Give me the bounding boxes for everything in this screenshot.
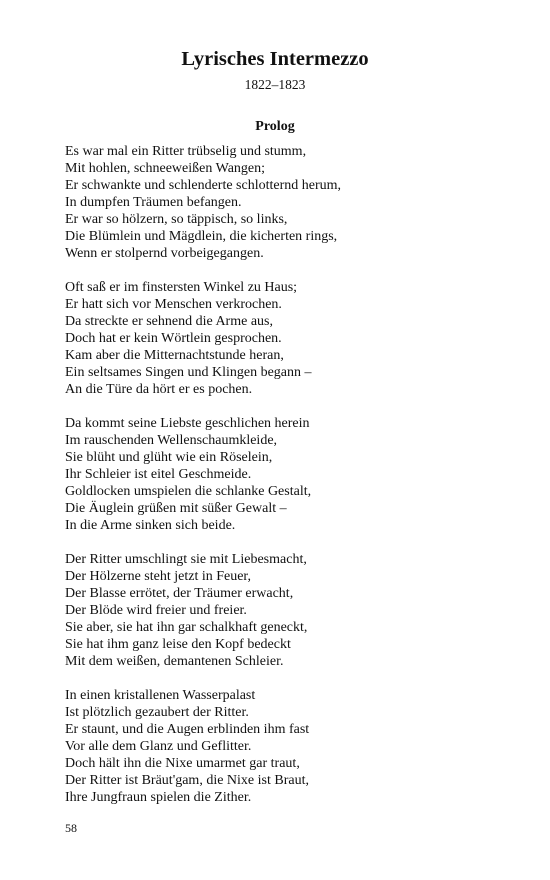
poem-line: Oft saß er im finstersten Winkel zu Haus; [65,280,298,295]
poem-line: Vor alle dem Glanz und Geflitter. [65,739,252,754]
section-title: Prolog [255,119,295,134]
poem-line: Der Blasse errötet, der Träumer erwacht, [65,586,294,601]
poem-line: Ihr Schleier ist eitel Geschmeide. [65,467,252,482]
poem-line: Er hatt sich vor Menschen verkrochen. [65,297,282,312]
poem-line: Mit dem weißen, demantenen Schleier. [65,654,284,669]
poem-line: Da kommt seine Liebste geschlichen herein [65,416,310,431]
poem-line: Sie blüht und glüht wie ein Röselein, [65,450,273,465]
poem-line: An die Türe da hört er es pochen. [65,382,253,397]
page-subtitle: 1822–1823 [244,77,306,92]
poem-line: Sie hat ihm ganz leise den Kopf bedeckt [65,637,291,652]
stanza-4 [65,551,495,670]
stanza-5 [65,687,495,806]
poem-line: Ist plötzlich gezaubert der Ritter. [65,705,249,720]
poem-body [65,143,495,823]
stanza-2 [65,279,495,398]
page-title: Lyrisches Intermezzo [181,48,369,70]
poem-line: Es war mal ein Ritter trübselig und stumm, [65,144,307,159]
poem-line: Sie aber, sie hat ihn gar schalkhaft geneckt, [65,620,308,635]
poem-line: Da streckte er sehnend die Arme aus, [65,314,273,329]
poem-line: Der Blöde wird freier und freier. [65,603,247,618]
poem-line: Er staunt, und die Augen erblinden ihm fast [65,722,310,737]
poem-line: In einen kristallenen Wasserpalast [65,688,256,703]
poem-line: Der Ritter ist Bräut'gam, die Nixe ist Braut, [65,773,309,788]
page-number: 58 [65,821,77,835]
poem-line: Goldlocken umspielen die schlanke Gestalt, [65,484,312,499]
poem-line: Die Äuglein grüßen mit süßer Gewalt – [65,501,287,516]
poem-line: Die Blümlein und Mägdlein, die kicherten rings, [65,229,338,244]
poem-line: Doch hat er kein Wörtlein gesprochen. [65,331,282,346]
poem-line: Er war so hölzern, so täppisch, so links, [65,212,288,227]
poem-line: In dumpfen Träumen befangen. [65,195,242,210]
poem-line: Der Ritter umschlingt sie mit Liebesmacht, [65,552,307,567]
poem-line: In die Arme sinken sich beide. [65,518,236,533]
poem-line: Doch hält ihn die Nixe umarmet gar traut, [65,756,300,771]
poem-line: Mit hohlen, schneeweißen Wangen; [65,161,266,176]
poem-line: Kam aber die Mitternachtstunde heran, [65,348,284,363]
stanza-1 [65,143,495,262]
poem-line: Im rauschenden Wellenschaumkleide, [65,433,278,448]
poem-line: Ein seltsames Singen und Klingen begann – [65,365,312,380]
poem-line: Wenn er stolpernd vorbeigegangen. [65,246,264,261]
stanza-3 [65,415,495,534]
poem-line: Er schwankte und schlenderte schlotternd herum, [65,178,342,193]
poem-line: Ihre Jungfraun spielen die Zither. [65,790,252,805]
poem-line: Der Hölzerne steht jetzt in Feuer, [65,569,252,584]
